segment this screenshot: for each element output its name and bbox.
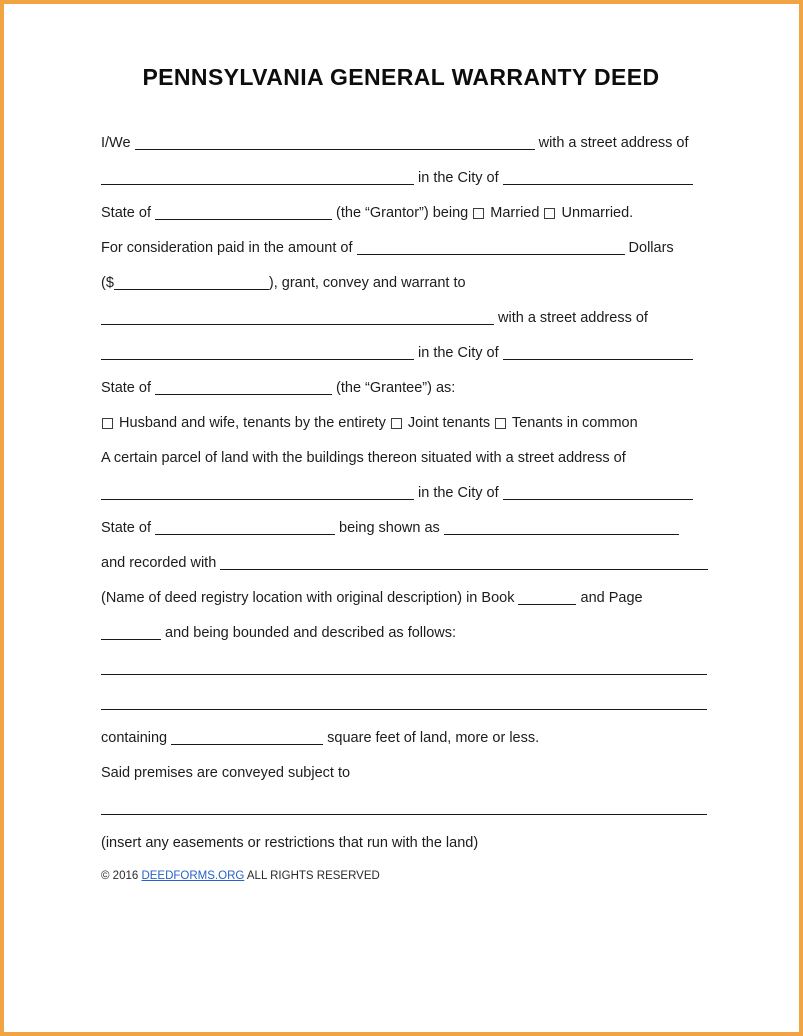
blank-field-legal-description-line-1[interactable] [101, 661, 707, 675]
checkbox-married[interactable] [473, 208, 484, 219]
form-body [101, 133, 701, 853]
form-text: in the City of [414, 485, 503, 501]
form-group [101, 238, 701, 398]
checkbox-joint-tenants[interactable] [391, 418, 402, 429]
blank-field-grantee-street-address[interactable] [101, 346, 414, 360]
blank-field-recorded-with[interactable] [220, 556, 708, 570]
form-line [101, 133, 701, 153]
form-line [101, 658, 701, 678]
blank-field-grantor-name[interactable] [135, 136, 535, 150]
form-text: in the City of [414, 170, 503, 186]
form-text: State of [101, 520, 156, 536]
rights-text: ALL RIGHTS RESERVED [244, 870, 380, 882]
checkbox-husband-and-wife-tenants-by-entirety[interactable] [102, 418, 113, 429]
form-text: being shown as [335, 520, 444, 536]
form-text: Tenants in common [508, 415, 638, 431]
form-group [101, 413, 701, 433]
form-text: (the “Grantor”) being [332, 205, 473, 221]
form-group [101, 728, 701, 748]
form-line [101, 413, 701, 433]
form-line [101, 483, 701, 503]
form-line [101, 308, 701, 328]
form-text: with a street address of [494, 310, 648, 326]
form-line [101, 343, 701, 363]
form-line [101, 273, 701, 293]
blank-field-grantee-city[interactable] [503, 346, 693, 360]
blank-field-page-number[interactable] [101, 626, 161, 640]
form-text: containing [101, 730, 172, 746]
form-line [101, 203, 701, 223]
footer [101, 868, 701, 884]
form-group [101, 763, 701, 783]
form-text: (the “Grantee”) as: [332, 380, 456, 396]
form-line [101, 763, 701, 783]
blank-field-property-street-address[interactable] [101, 486, 414, 500]
form-line [101, 168, 701, 188]
form-line [101, 588, 701, 608]
form-text: and recorded with [101, 555, 221, 571]
form-text: Husband and wife, tenants by the entirety [115, 415, 390, 431]
form-group [101, 798, 701, 853]
form-text: Said premises are conveyed subject to [101, 765, 351, 781]
form-text: Married [486, 205, 544, 221]
form-text: ($ [101, 275, 114, 291]
form-text: Unmarried. [557, 205, 634, 221]
copyright-text: © 2016 [101, 870, 142, 882]
form-text: A certain parcel of land with the buildings thereon situated with a street address of [101, 450, 626, 466]
blank-field-book-number[interactable] [518, 591, 576, 605]
form-group [101, 658, 701, 713]
form-line [101, 238, 701, 258]
form-text: (insert any easements or restrictions that run with the land) [101, 835, 479, 851]
form-text: (Name of deed registry location with original description) in Book [101, 590, 519, 606]
form-text: and Page [576, 590, 643, 606]
form-group [101, 133, 701, 223]
deed-document [4, 4, 799, 884]
form-text: Dollars [624, 240, 674, 256]
blank-field-grantor-city[interactable] [503, 171, 693, 185]
form-text: State of [101, 380, 156, 396]
checkbox-tenants-in-common[interactable] [495, 418, 506, 429]
form-text: square feet of land, more or less. [323, 730, 540, 746]
form-line [101, 553, 701, 573]
form-line [101, 693, 701, 713]
form-line [101, 728, 701, 748]
form-text: Joint tenants [403, 415, 495, 431]
blank-field-square-feet[interactable] [171, 731, 323, 745]
form-text: in the City of [414, 345, 503, 361]
form-line [101, 623, 701, 643]
blank-field-grantor-state[interactable] [155, 206, 332, 220]
blank-field-shown-as[interactable] [444, 521, 679, 535]
blank-field-consideration-amount[interactable] [357, 241, 625, 255]
document-title: PENNSYLVANIA GENERAL WARRANTY DEED [142, 64, 660, 90]
checkbox-unmarried[interactable] [544, 208, 555, 219]
blank-field-property-city[interactable] [503, 486, 693, 500]
form-line [101, 798, 701, 818]
deedforms-link[interactable]: DEEDFORMS.ORG [141, 870, 245, 882]
blank-field-grantee-state[interactable] [155, 381, 332, 395]
form-group [101, 448, 701, 643]
form-text: State of [101, 205, 156, 221]
form-text: I/We [101, 135, 135, 151]
form-line [101, 378, 701, 398]
blank-field-grantor-street-address[interactable] [101, 171, 414, 185]
form-line [101, 833, 701, 853]
form-text: ), grant, convey and warrant to [268, 275, 466, 291]
form-text: For consideration paid in the amount of [101, 240, 357, 256]
form-text: and being bounded and described as follows: [161, 625, 457, 641]
form-line [101, 518, 701, 538]
blank-field-consideration-amount-numeric[interactable] [114, 276, 269, 290]
form-text: with a street address of [534, 135, 689, 151]
blank-field-legal-description-line-2[interactable] [101, 696, 707, 710]
blank-field-easements-restrictions[interactable] [101, 801, 707, 815]
blank-field-property-state[interactable] [155, 521, 335, 535]
blank-field-grantee-name[interactable] [101, 311, 494, 325]
form-line [101, 448, 701, 468]
